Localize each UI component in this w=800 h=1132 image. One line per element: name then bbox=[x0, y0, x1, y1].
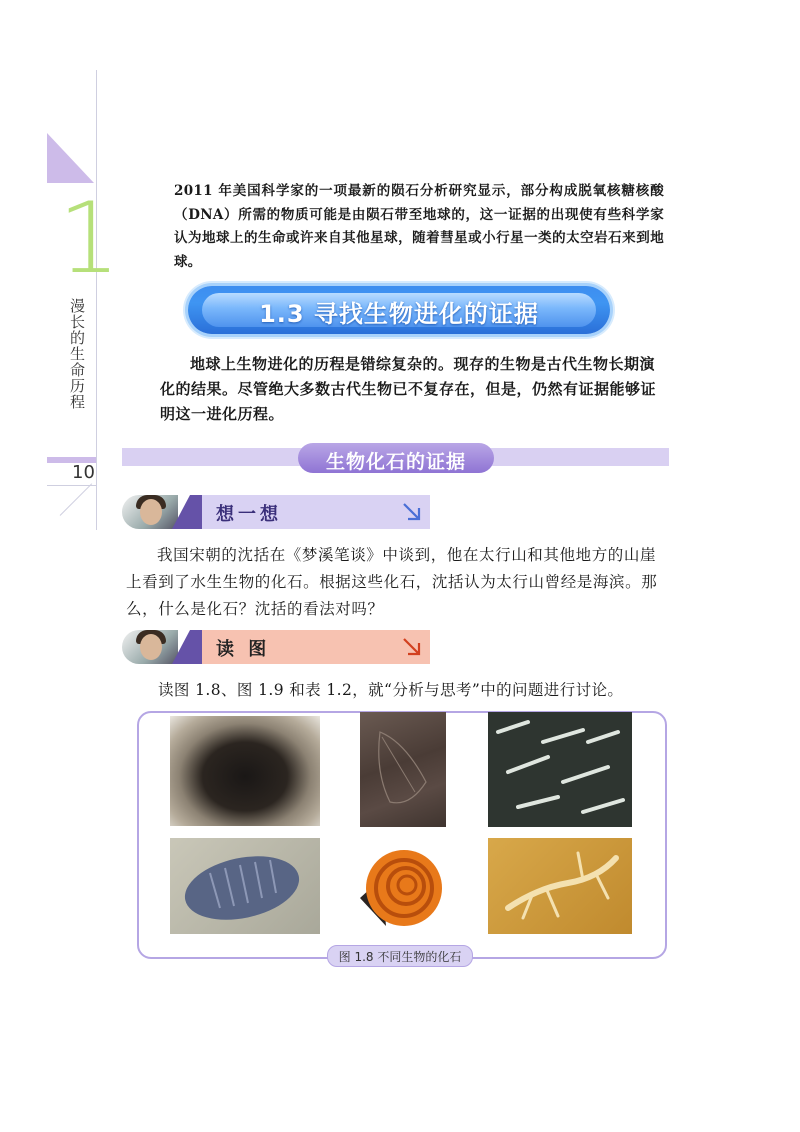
read-tag bbox=[122, 630, 432, 664]
chapter-title: 漫长的生命历程 bbox=[70, 297, 86, 411]
bone-fragments-icon bbox=[488, 712, 632, 827]
fossil-image-leaf bbox=[360, 712, 446, 827]
fossil-image-ammonite bbox=[352, 838, 446, 932]
face-shape bbox=[140, 499, 162, 525]
chapter-number: 1 bbox=[58, 182, 121, 296]
band-slant bbox=[172, 495, 190, 529]
trilobite-icon bbox=[170, 838, 320, 934]
reptile-skeleton-icon bbox=[488, 838, 632, 934]
subsection-pill bbox=[298, 443, 494, 473]
read-label-box bbox=[202, 630, 430, 664]
band-block bbox=[190, 630, 202, 664]
fossil-image-bone-fragments bbox=[488, 712, 632, 827]
think-paragraph: 我国宋朝的沈括在《梦溪笔谈》中谈到，他在太行山和其他地方的山崖上看到了水生生物的化石。根据这些化石，沈括认为太行山曾经是海滨。那么，什么是化石？沈括的看法对吗？ bbox=[126, 546, 658, 618]
section-title: 1.3 寻找生物进化的证据 bbox=[259, 300, 539, 328]
fossil-image-hollow-stone bbox=[170, 716, 320, 826]
think-label-box bbox=[202, 495, 430, 529]
arrow-down-right-icon bbox=[402, 502, 422, 522]
band-block bbox=[190, 495, 202, 529]
figure-caption: 图 1.8 不同生物的化石 bbox=[338, 950, 462, 964]
face-shape bbox=[140, 634, 162, 660]
margin-rule bbox=[96, 70, 97, 530]
student-photo-icon bbox=[122, 495, 178, 529]
think-label: 想一想 bbox=[216, 504, 282, 525]
subsection-title: 生物化石的证据 bbox=[325, 451, 466, 473]
student-photo-icon bbox=[122, 630, 178, 664]
leaf-outline-icon bbox=[360, 712, 446, 827]
fossil-image-trilobite bbox=[170, 838, 320, 934]
think-tag bbox=[122, 495, 432, 529]
section-intro-paragraph: 地球上生物进化的历程是错综复杂的。现存的生物是古代生物长期演化的结果。尽管绝大多数古代生物已不复存在，但是，仍然有证据能够证明这一进化历程。 bbox=[160, 355, 657, 423]
page-number: 10 bbox=[72, 462, 95, 483]
ammonite-spiral-icon bbox=[352, 838, 446, 932]
think-band bbox=[172, 495, 430, 529]
intro-paragraph: 2011 年美国科学家的一项最新的陨石分析研究显示，部分构成脱氧核糖核酸（DNA）所需的物质可能是由陨石带至地球的，这一证据的出现使有些科学家认为地球上的生命或许来自其他星球，随着彗星或小行星一类的太空岩石来到地球。 bbox=[174, 183, 664, 270]
read-instruction: 读图 1.8、图 1.9 和表 1.2，就“分析与思考”中的问题进行讨论。 bbox=[158, 681, 624, 699]
section-title-pill bbox=[188, 286, 610, 334]
corner-triangle bbox=[47, 133, 94, 183]
band-slant bbox=[172, 630, 190, 664]
figure-caption-pill bbox=[327, 945, 473, 967]
margin-diagonal bbox=[60, 483, 93, 516]
read-band bbox=[172, 630, 430, 664]
arrow-down-right-icon bbox=[402, 637, 422, 657]
fossil-image-reptile bbox=[488, 838, 632, 934]
read-label: 读 图 bbox=[216, 639, 271, 660]
